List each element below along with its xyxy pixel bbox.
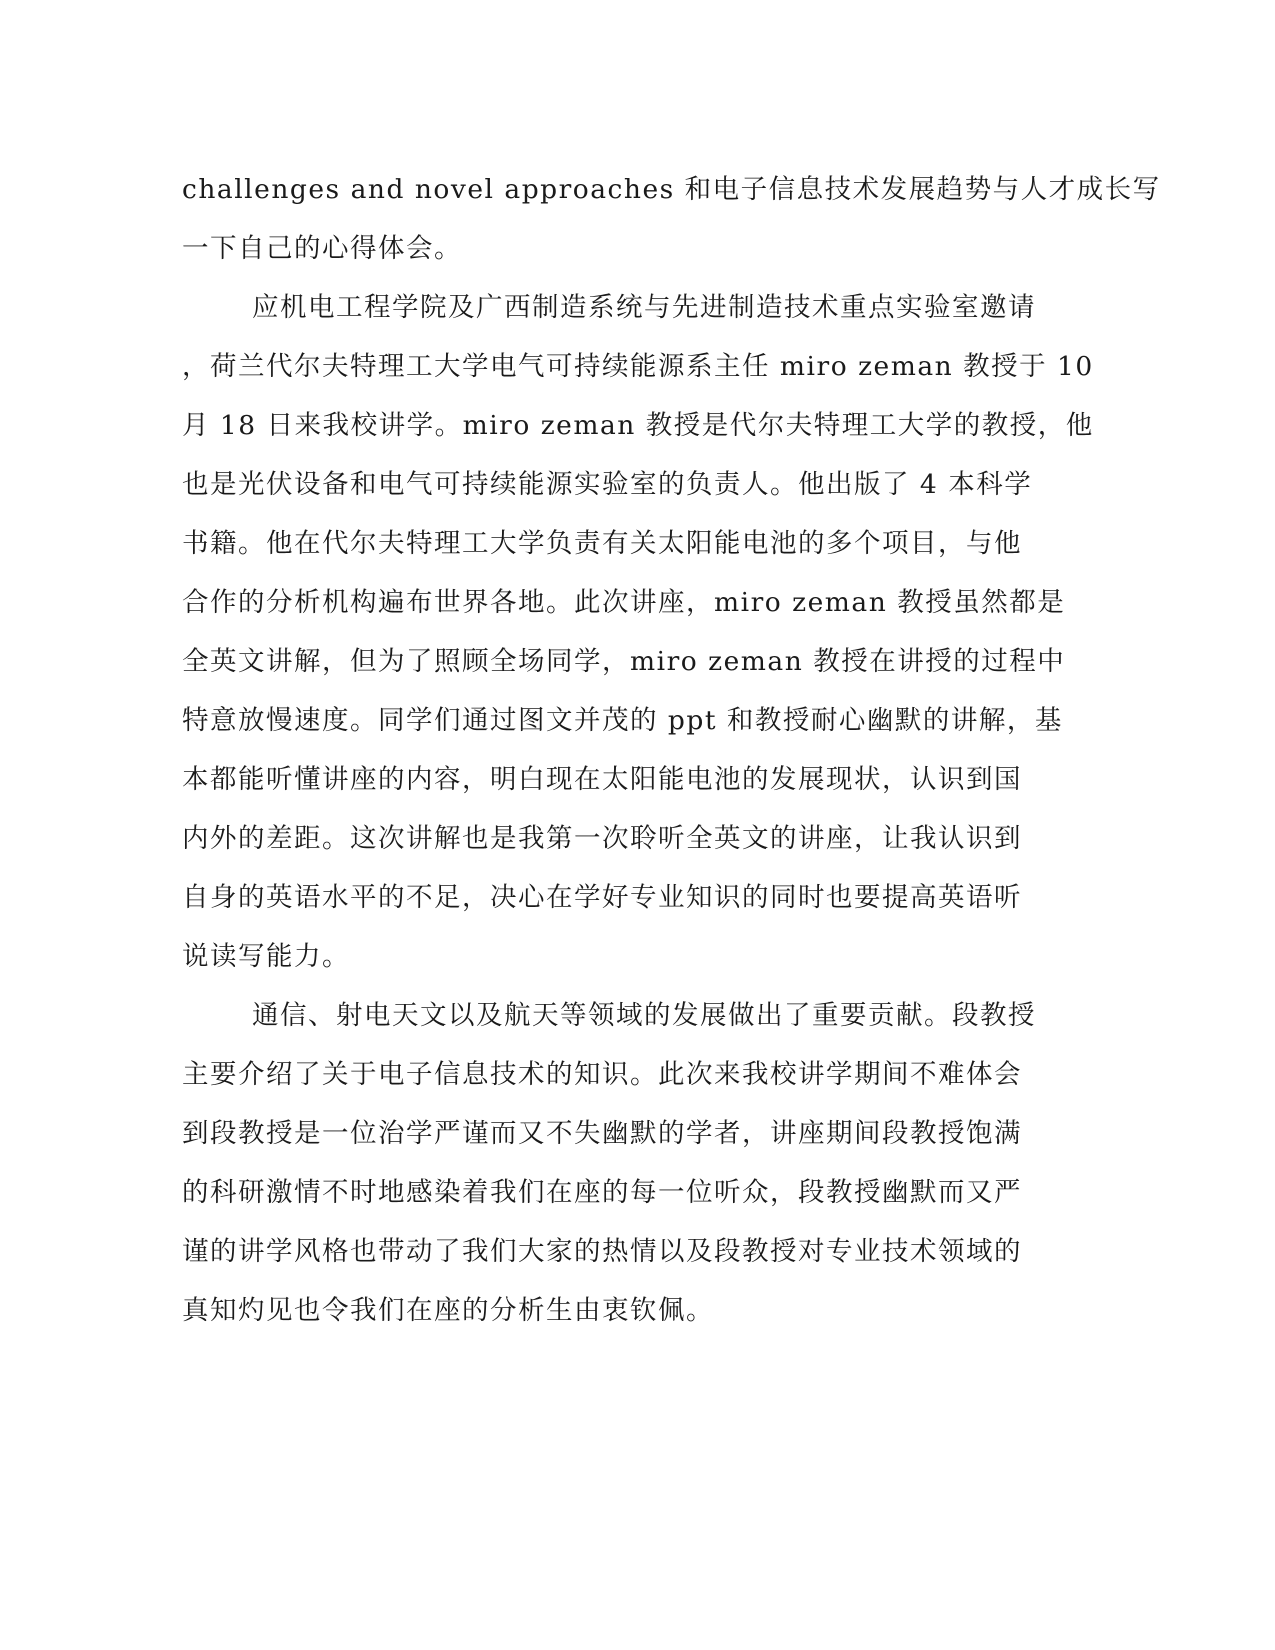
paragraph-2: [182, 278, 1094, 986]
paragraph-line: 主要介绍了关于电子信息技术的知识。此次来我校讲学期间不难体会: [182, 1059, 1022, 1090]
paragraph-line: 说读写能力。: [182, 941, 350, 972]
paragraph-line: 书籍。他在代尔夫特理工大学负责有关太阳能电池的多个项目，与他: [182, 528, 1022, 559]
paragraph-line: 到段教授是一位治学严谨而又不失幽默的学者，讲座期间段教授饱满: [182, 1118, 1022, 1149]
paragraph-line: 自身的英语水平的不足，决心在学好专业知识的同时也要提高英语听: [182, 882, 1022, 913]
paragraph-line: 真知灼见也令我们在座的分析生由衷钦佩。: [182, 1295, 714, 1326]
paragraph-line: 特意放慢速度。同学们通过图文并茂的 ppt 和教授耐心幽默的讲解，基: [182, 705, 1063, 736]
paragraph-line: 合作的分析机构遍布世界各地。此次讲座，miro zeman 教授虽然都是: [182, 587, 1066, 618]
paragraph-line: 通信、射电天文以及航天等领域的发展做出了重要贡献。段教授: [252, 1000, 1036, 1031]
paragraph-3: [182, 986, 1052, 1340]
paragraph-line: 一下自己的心得体会。: [182, 233, 462, 264]
paragraph-line: 谨的讲学风格也带动了我们大家的热情以及段教授对专业技术领域的: [182, 1236, 1022, 1267]
paragraph-line: challenges and novel approaches 和电子信息技术发展趋势与人才成长写: [182, 174, 1161, 205]
paragraph-line: 的科研激情不时地感染着我们在座的每一位听众，段教授幽默而又严: [182, 1177, 1022, 1208]
paragraph-line: 内外的差距。这次讲解也是我第一次聆听全英文的讲座，让我认识到: [182, 823, 1022, 854]
paragraph-line: 月 18 日来我校讲学。miro zeman 教授是代尔夫特理工大学的教授，他: [182, 410, 1094, 441]
document-body: [182, 160, 1161, 1340]
paragraph-line: 应机电工程学院及广西制造系统与先进制造技术重点实验室邀请: [252, 292, 1036, 323]
paragraph-line: 本都能听懂讲座的内容，明白现在太阳能电池的发展现状，认识到国: [182, 764, 1022, 795]
paragraph-1: [182, 160, 1161, 278]
paragraph-line: ，荷兰代尔夫特理工大学电气可持续能源系主任 miro zeman 教授于 10: [182, 351, 1094, 382]
paragraph-line: 也是光伏设备和电气可持续能源实验室的负责人。他出版了 4 本科学: [182, 469, 1033, 500]
paragraph-line: 全英文讲解，但为了照顾全场同学，miro zeman 教授在讲授的过程中: [182, 646, 1066, 677]
